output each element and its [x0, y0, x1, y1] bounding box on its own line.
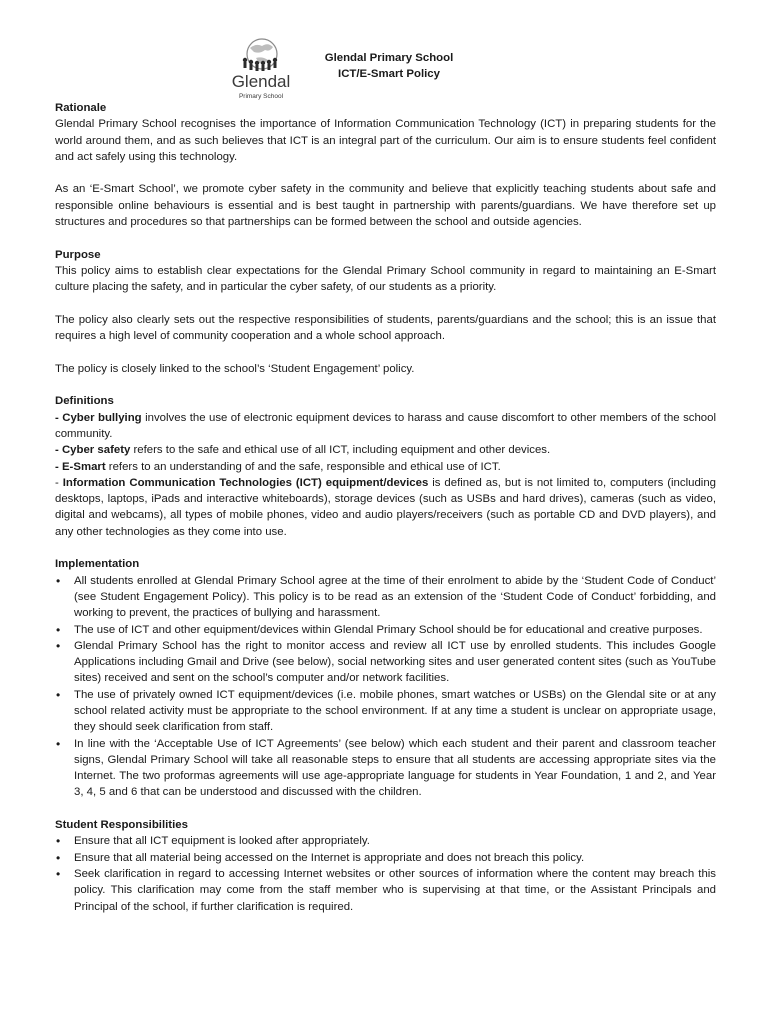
purpose-paragraph-2: The policy also clearly sets out the respective responsibilities of students, parents/guardians and the school; this is an issue that requires a high level of community cooperation and a whole school approach. — [55, 313, 716, 343]
rationale-paragraph-2: As an ‘E-Smart School’, we promote cyber safety in the community and believe that explicitly teaching students about safe and responsible online behaviours is essential and is best taught in partnership with parents/guardians. We have therefore set up structures and procedures so that partnerships can be formed between the school and outside agencies. — [55, 183, 716, 229]
list-item: • Seek clarification in regard to accessing Internet websites or other sources of information where the content may breach this policy. This clarification may come from the staff member who is supervising at that time, or the Assistant Principals and Principal of the school, if further clarification is required. — [55, 866, 716, 915]
definition-text: involves the use of electronic equipment devices to harass and cause discomfort to other members of the school community. — [55, 411, 717, 440]
definition-text: is defined as, but is not limited to, computers (including desktops, laptops, iPads and interactive whiteboards), storage devices (such as USBs and hard drives), cameras (such as video, digital and webcams), all types of mobile phones, video and audio players/receivers (such as portable CD and DVD players), and any other technologies as they come into use. — [55, 476, 716, 538]
implementation-list — [55, 573, 716, 801]
list-item: • The use of privately owned ICT equipment/devices (i.e. mobile phones, smart watches or USBs) on the Glendal site or at any school related activity must be appropriate to the school environment. If at any time a student is unclear on appropriate usage, they should seek clarification from staff. — [55, 687, 716, 736]
svg-text:Glendal: Glendal — [231, 72, 291, 91]
definition-term: - Cyber safety — [55, 444, 131, 457]
definition-text: refers to the safe and ethical use of all ICT, including equipment and other devices. — [130, 444, 551, 457]
rationale-paragraph-1: Glendal Primary School recognises the importance of Information Communication Technology (ICT) in preparing students for the world around them, and as such believes that ICT is an integral part of the curriculum. Our aim is to ensure students feel confident and act safely using this technology. — [55, 118, 716, 163]
globe-children-logo-icon — [218, 34, 304, 104]
list-item: • Ensure that all material being accessed on the Internet is appropriate and does not breach this policy. — [55, 850, 716, 866]
document-title-block — [314, 50, 464, 82]
definition-term: - Cyber bullying — [55, 411, 142, 424]
student-responsibilities-heading: Student Responsibilities — [55, 819, 188, 832]
definition-term: - E-Smart — [55, 460, 106, 473]
definition-ict-devices — [55, 475, 716, 540]
definition-text: refers to an understanding of and the safe, responsible and ethical use of ICT. — [105, 460, 501, 473]
list-item: • Glendal Primary School has the right to monitor access and review all ICT use by enrolled students. This includes Google Applications including Gmail and Drive (see below), social networking sites and user generated content sites (such as YouTube sites) received and sent on the school’s computer and/or network facilities. — [55, 638, 716, 687]
list-item: • In line with the ‘Acceptable Use of ICT Agreements’ (see below) which each student and their parent and classroom teacher signs, Glendal Primary School will take all reasonable steps to ensure that all students are accessing appropriate sites via the Internet. The two proformas agreements will use age-appropriate language for students in Year Foundation, 1 and 2, and Year 3, 4, 5 and 6 that can be understood and discussed with the children. — [55, 736, 716, 801]
school-logo — [218, 34, 304, 104]
definition-prefix: - — [55, 476, 63, 489]
school-name: Glendal Primary School — [324, 52, 454, 64]
student-responsibilities-list — [55, 833, 716, 914]
definitions-heading: Definitions — [55, 395, 114, 408]
document-header — [218, 34, 518, 104]
svg-text:Primary School: Primary School — [238, 93, 284, 100]
definition-e-smart — [55, 459, 716, 475]
list-item: • All students enrolled at Glendal Primary School agree at the time of their enrolment to abide by the ‘Student Code of Conduct’ (see Student Engagement Policy). This policy is to be read as an extension of the ‘Student Code of Conduct’ forbidding, and working to prevent, the practices of bullying and harassment. — [55, 573, 716, 622]
list-item: • The use of ICT and other equipment/devices within Glendal Primary School should be for educational and creative purposes. — [55, 622, 716, 638]
implementation-heading: Implementation — [55, 558, 140, 571]
definition-term: Information Communication Technologies (ICT) equipment/devices — [62, 476, 429, 489]
document-body — [55, 100, 716, 915]
purpose-paragraph-1: This policy aims to establish clear expectations for the Glendal Primary School community in regard to maintaining an E-Smart culture placing the safety, and in particular the cyber safety, of our students as a priority. — [55, 264, 716, 294]
purpose-paragraph-3: The policy is closely linked to the school’s ‘Student Engagement’ policy. — [55, 362, 415, 375]
definition-cyber-bullying — [55, 410, 716, 443]
purpose-heading: Purpose — [55, 248, 101, 261]
definition-cyber-safety — [55, 442, 716, 458]
policy-title: ICT/E-Smart Policy — [338, 68, 440, 80]
list-item: • Ensure that all ICT equipment is looked after appropriately. — [55, 833, 716, 849]
rationale-heading: Rationale — [55, 102, 107, 114]
